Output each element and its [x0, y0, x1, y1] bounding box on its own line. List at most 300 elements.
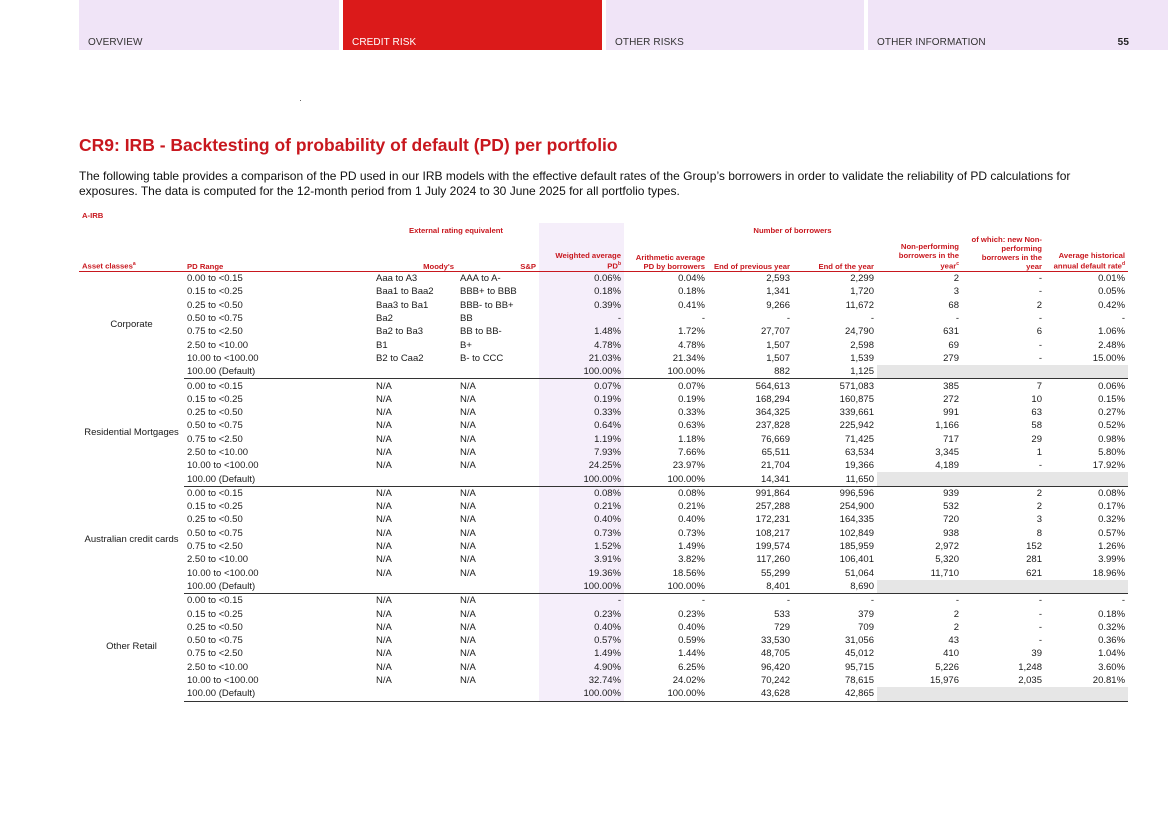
cell-average-default-rate: 1.06%	[1098, 326, 1126, 338]
table-row	[79, 567, 1128, 580]
cell-moodys: N/A	[376, 541, 392, 553]
table-row	[79, 299, 1128, 312]
cell-pd-range: 100.00 (Default)	[184, 472, 373, 486]
table-row	[79, 406, 1128, 419]
cell-sp: N/A	[460, 635, 476, 647]
cell-arithmetic-pd: 100.00%	[624, 687, 708, 701]
cell-pd-range: 0.75 to <2.50	[187, 541, 243, 553]
table-row	[79, 393, 1128, 406]
cell-arithmetic-pd: 18.56%	[672, 567, 705, 579]
cell-sp: N/A	[460, 608, 476, 620]
cell-end-previous-year: 257,288	[755, 501, 790, 513]
cell-non-performing: 717	[943, 433, 959, 445]
cell-pd-range: 0.25 to <0.50	[187, 621, 243, 633]
cell-end-of-year: 19,366	[844, 460, 874, 472]
cell-non-performing: 938	[943, 527, 959, 539]
cell-sp: N/A	[460, 675, 476, 687]
table-row	[79, 486, 1128, 500]
cell-non-performing	[877, 687, 962, 701]
cell-new-non-performing: 8	[1036, 527, 1042, 539]
cell-end-previous-year: 70,242	[760, 675, 790, 687]
table-row	[79, 312, 1128, 325]
table-row	[79, 687, 1128, 701]
cell-arithmetic-pd: 0.41%	[678, 299, 705, 311]
cell-average-default-rate: 0.98%	[1098, 433, 1126, 445]
cell-weighted-pd: 100.00%	[539, 580, 624, 594]
header-moodys: Moody's	[373, 235, 457, 272]
cell-new-non-performing: 6	[1036, 326, 1042, 338]
cell-end-previous-year: 65,511	[761, 447, 790, 458]
cell-non-performing: 991	[943, 407, 959, 419]
nav-tab-label: OVERVIEW	[88, 37, 143, 48]
cell-end-of-year: 78,615	[844, 675, 874, 687]
cell-moodys	[373, 472, 457, 486]
cell-moodys: Baa1 to Baa2	[376, 286, 434, 298]
table-row	[79, 419, 1128, 432]
intro-paragraph: The following table provides a comparison of the PD used in our IRB models with the effective default rates of the Group’s borrowers in order to validate the reliability of PD calculations for exposures. The data is computed for the 12-month period from 1 July 2024 to 30 June 2025 for all portfolio types.	[79, 169, 1071, 198]
header-weighted-average-pd: Weighted average $PD^b$	[539, 235, 624, 272]
cell-average-default-rate: 1.26%	[1098, 541, 1126, 553]
cell-end-previous-year: 1,507	[766, 352, 790, 364]
cell-moodys: N/A	[376, 661, 392, 673]
table-row	[79, 580, 1128, 594]
cell-moodys: N/A	[376, 527, 392, 539]
cell-non-performing: 272	[943, 393, 959, 405]
cell-arithmetic-pd: 4.78%	[678, 339, 705, 351]
cell-moodys: N/A	[376, 447, 392, 458]
cell-pd-range: 100.00 (Default)	[184, 580, 373, 594]
cell-non-performing: 2,972	[935, 541, 959, 553]
cell-sp	[457, 365, 539, 379]
cell-end-previous-year: 168,294	[755, 393, 790, 405]
cell-weighted-pd: -	[539, 594, 624, 608]
cell-non-performing: 1,166	[935, 420, 959, 432]
cell-end-previous-year: 33,530	[760, 635, 790, 647]
cell-end-of-year: 8,690	[793, 580, 877, 594]
cell-arithmetic-pd: 0.07%	[678, 380, 705, 392]
backtesting-table-container	[79, 211, 1128, 702]
cell-arithmetic-pd: 23.97%	[672, 460, 705, 472]
cell-moodys: N/A	[376, 487, 392, 499]
cell-average-default-rate: 17.92%	[1092, 460, 1126, 472]
table-row	[79, 446, 1128, 459]
header-end-of-previous-year: End of previous year	[708, 235, 793, 272]
cell-weighted-pd: 1.19%	[539, 433, 624, 446]
cell-weighted-pd: 1.52%	[539, 540, 624, 553]
cell-average-default-rate	[1045, 365, 1128, 379]
cell-pd-range: 10.00 to <100.00	[187, 567, 259, 579]
table-row	[79, 365, 1128, 379]
nav-tab-label: OTHER RISKS	[615, 37, 684, 48]
cell-pd-range: 0.25 to <0.50	[187, 299, 243, 311]
cell-end-of-year: 2,598	[850, 339, 874, 351]
cell-new-non-performing: -	[1038, 339, 1042, 351]
cell-average-default-rate: 0.27%	[1098, 407, 1126, 419]
cell-weighted-pd: 32.74%	[539, 674, 624, 687]
asset-class-label: Australian credit cards	[84, 533, 179, 545]
cell-weighted-pd: 0.07%	[539, 379, 624, 393]
cell-new-non-performing: -	[1038, 352, 1042, 364]
cell-new-non-performing: 39	[1031, 648, 1042, 660]
cell-end-of-year: 2,299	[850, 273, 874, 285]
table-row	[79, 352, 1128, 365]
nav-tab-label: OTHER INFORMATION	[877, 37, 986, 48]
header-arithmetic-average-pd: Arithmetic average PD by borrowers	[624, 235, 708, 272]
cell-arithmetic-pd: 0.08%	[678, 487, 705, 499]
page-number: 55	[1117, 37, 1129, 48]
cell-pd-range: 0.00 to <0.15	[187, 273, 243, 285]
cell-end-previous-year: 55,299	[760, 567, 790, 579]
cell-moodys: N/A	[376, 420, 392, 432]
cell-new-non-performing: -	[1038, 313, 1042, 325]
cell-new-non-performing: 29	[1031, 433, 1042, 445]
cell-end-of-year: 102,849	[839, 527, 874, 539]
table-row	[79, 500, 1128, 513]
table-row	[79, 621, 1128, 634]
cell-average-default-rate: 0.17%	[1098, 501, 1126, 513]
cell-moodys: N/A	[376, 648, 392, 660]
cell-average-default-rate	[1045, 687, 1128, 701]
cell-non-performing: 410	[943, 648, 959, 660]
cell-weighted-pd: 0.73%	[539, 527, 624, 540]
cell-end-of-year: -	[870, 595, 874, 607]
cell-sp: N/A	[460, 648, 476, 660]
cell-sp: N/A	[460, 501, 476, 513]
cell-new-non-performing: 2	[1036, 501, 1042, 513]
cell-pd-range: 0.15 to <0.25	[187, 608, 243, 620]
cell-new-non-performing	[962, 365, 1045, 379]
cell-new-non-performing: 58	[1031, 420, 1042, 432]
cell-end-of-year: -	[870, 313, 874, 325]
cell-weighted-pd: 0.08%	[539, 486, 624, 500]
cell-moodys: N/A	[376, 621, 392, 633]
table-row	[79, 379, 1128, 393]
nav-tab-credit-risk[interactable]	[343, 0, 602, 50]
cell-new-non-performing: -	[1038, 273, 1042, 285]
cell-pd-range: 10.00 to <100.00	[187, 675, 259, 687]
cell-end-of-year: 1,539	[850, 352, 874, 364]
cell-new-non-performing: -	[1038, 595, 1042, 607]
cell-average-default-rate	[1045, 472, 1128, 486]
cell-moodys: B2 to Caa2	[376, 352, 424, 364]
cell-arithmetic-pd: -	[701, 595, 705, 607]
cell-weighted-pd: 0.40%	[539, 621, 624, 634]
cell-arithmetic-pd: 0.04%	[678, 273, 705, 285]
cell-pd-range: 0.15 to <0.25	[187, 286, 243, 298]
cell-non-performing	[877, 580, 962, 594]
cell-non-performing: 939	[943, 487, 959, 499]
cell-pd-range: 0.50 to <0.75	[187, 635, 243, 647]
cell-sp	[457, 472, 539, 486]
cell-end-of-year: 63,534	[844, 447, 874, 458]
cell-moodys: N/A	[376, 460, 392, 472]
asset-class-label: Other Retail	[106, 641, 157, 653]
cell-end-previous-year: 172,231	[755, 514, 790, 526]
cell-end-of-year: 254,900	[839, 501, 874, 513]
cell-end-of-year: 45,012	[844, 648, 874, 660]
cell-sp: AAA to A-	[460, 273, 501, 285]
cell-new-non-performing: 152	[1026, 541, 1042, 553]
cell-end-previous-year: 9,266	[766, 299, 790, 311]
cell-weighted-pd: 0.19%	[539, 393, 624, 406]
cell-sp: BB	[460, 313, 473, 325]
cell-sp: N/A	[460, 487, 476, 499]
cell-new-non-performing: 2	[1036, 299, 1042, 311]
header-sp: S&P	[457, 235, 539, 272]
cell-moodys: N/A	[376, 635, 392, 647]
cell-end-previous-year: 14,341	[708, 472, 793, 486]
cell-pd-range: 0.75 to <2.50	[187, 326, 243, 338]
cell-arithmetic-pd: 0.33%	[678, 407, 705, 419]
cell-non-performing: 2	[953, 608, 959, 620]
cell-moodys: N/A	[376, 595, 392, 607]
cell-new-non-performing	[962, 687, 1045, 701]
cell-average-default-rate: 3.60%	[1098, 661, 1126, 673]
cell-non-performing: 11,710	[930, 567, 959, 579]
cell-average-default-rate: 0.57%	[1098, 527, 1126, 539]
cell-sp: N/A	[460, 567, 476, 579]
cell-weighted-pd: 24.25%	[539, 459, 624, 472]
table-row	[79, 634, 1128, 647]
cell-average-default-rate: 0.15%	[1098, 393, 1126, 405]
table-row	[79, 513, 1128, 526]
cell-weighted-pd: 7.93%	[539, 446, 624, 459]
cell-non-performing: 385	[943, 380, 959, 392]
table-row	[79, 459, 1128, 472]
cell-average-default-rate: 2.48%	[1098, 339, 1126, 351]
cell-weighted-pd: 100.00%	[539, 687, 624, 701]
table-header	[79, 211, 1128, 272]
cell-weighted-pd: 0.06%	[539, 272, 624, 286]
cell-weighted-pd: -	[539, 312, 624, 325]
cell-non-performing: 15,976	[929, 675, 959, 687]
header-pd-range: PD Range	[184, 235, 373, 272]
cell-moodys	[373, 687, 457, 701]
cell-average-default-rate: 0.36%	[1098, 635, 1126, 647]
cell-pd-range: 100.00 (Default)	[184, 687, 373, 701]
cell-weighted-pd: 0.21%	[539, 500, 624, 513]
cell-average-default-rate: 0.32%	[1098, 514, 1126, 526]
cell-end-of-year: 11,650	[793, 472, 877, 486]
table-row	[79, 553, 1128, 566]
cell-pd-range: 0.15 to <0.25	[187, 501, 243, 513]
page-title: CR9: IRB - Backtesting of probability of default (PD) per portfolio	[79, 135, 618, 155]
cell-arithmetic-pd: 0.59%	[678, 635, 705, 647]
cell-end-previous-year: 43,628	[708, 687, 793, 701]
nav-tab-overview[interactable]	[79, 0, 339, 50]
cell-sp: N/A	[460, 595, 476, 607]
cell-pd-range: 2.50 to <10.00	[187, 339, 249, 351]
cell-average-default-rate: 0.01%	[1098, 273, 1126, 285]
cell-weighted-pd: 0.23%	[539, 607, 624, 620]
cell-moodys: N/A	[376, 393, 392, 405]
cell-new-non-performing: -	[1038, 635, 1042, 647]
cell-end-of-year: 106,401	[839, 554, 874, 566]
cell-sp: BB to BB-	[460, 326, 502, 338]
cell-end-of-year: 709	[858, 621, 874, 633]
cell-end-of-year: 1,720	[850, 286, 874, 298]
cell-new-non-performing: 63	[1031, 407, 1042, 419]
cell-sp: N/A	[460, 514, 476, 526]
cell-average-default-rate: 15.00%	[1092, 352, 1126, 364]
cell-end-previous-year: 533	[774, 608, 790, 620]
cell-pd-range: 100.00 (Default)	[184, 365, 373, 379]
cell-weighted-pd: 3.91%	[539, 553, 624, 566]
table-row	[79, 272, 1128, 286]
table-row	[79, 607, 1128, 620]
cell-sp: N/A	[460, 541, 476, 553]
cell-arithmetic-pd: 1.44%	[678, 648, 705, 660]
cell-non-performing	[877, 472, 962, 486]
cell-sp: N/A	[460, 527, 476, 539]
cell-sp: N/A	[460, 554, 476, 566]
table-row	[79, 594, 1128, 608]
cell-weighted-pd: 0.33%	[539, 406, 624, 419]
cell-weighted-pd: 1.49%	[539, 647, 624, 660]
cell-non-performing: 720	[943, 514, 959, 526]
table-row	[79, 285, 1128, 298]
cell-average-default-rate: 0.06%	[1098, 380, 1126, 392]
cell-pd-range: 2.50 to <10.00	[187, 661, 249, 673]
cell-pd-range: 0.75 to <2.50	[187, 433, 243, 445]
cell-average-default-rate: 0.18%	[1098, 608, 1126, 620]
cell-moodys: N/A	[376, 608, 392, 620]
cell-end-previous-year: 2,593	[766, 273, 790, 285]
cell-new-non-performing	[962, 472, 1045, 486]
nav-tab-label: CREDIT RISK	[352, 37, 417, 48]
cell-weighted-pd: 0.18%	[539, 285, 624, 298]
cell-arithmetic-pd: 3.82%	[678, 554, 705, 566]
cell-non-performing: 2	[953, 621, 959, 633]
cell-arithmetic-pd: 0.40%	[678, 514, 705, 526]
cell-moodys: Ba2 to Ba3	[376, 326, 424, 338]
cell-moodys: N/A	[376, 554, 392, 566]
cell-weighted-pd: 4.78%	[539, 338, 624, 351]
table-row	[79, 647, 1128, 660]
backtesting-table	[79, 211, 1128, 702]
cell-new-non-performing: 281	[1026, 554, 1042, 566]
table-row	[79, 338, 1128, 351]
cell-arithmetic-pd: 0.23%	[678, 608, 705, 620]
cell-moodys	[373, 580, 457, 594]
cell-end-of-year: 185,959	[839, 541, 874, 553]
cell-sp: BBB- to BB+	[460, 299, 514, 311]
cell-average-default-rate: 18.96%	[1092, 567, 1126, 579]
cell-arithmetic-pd: 1.49%	[678, 541, 705, 553]
cell-new-non-performing: 10	[1031, 393, 1042, 405]
cell-sp: N/A	[460, 661, 476, 673]
cell-non-performing: 631	[943, 326, 959, 338]
cell-non-performing: 5,320	[935, 554, 959, 566]
header-non-performing: Non-performing borrowers in the year$^c$	[877, 235, 962, 272]
cell-new-non-performing: 2	[1036, 487, 1042, 499]
cell-arithmetic-pd: 0.63%	[678, 420, 705, 432]
cell-end-previous-year: 27,707	[760, 326, 790, 338]
cell-non-performing: 69	[948, 339, 959, 351]
cell-sp: N/A	[460, 407, 476, 419]
cell-arithmetic-pd: 1.18%	[678, 433, 705, 445]
cell-end-previous-year: 882	[708, 365, 793, 379]
cell-end-of-year: 379	[858, 608, 874, 620]
cell-pd-range: 0.25 to <0.50	[187, 514, 243, 526]
cell-new-non-performing: -	[1038, 286, 1042, 298]
stray-dot	[300, 100, 301, 101]
cell-new-non-performing: 1,248	[1018, 661, 1042, 673]
cell-sp: N/A	[460, 380, 476, 392]
cell-end-previous-year: 108,217	[755, 527, 790, 539]
cell-moodys: N/A	[376, 433, 392, 445]
cell-non-performing	[877, 365, 962, 379]
cell-end-of-year: 71,425	[844, 433, 874, 445]
cell-weighted-pd: 4.90%	[539, 661, 624, 674]
cell-end-of-year: 339,661	[839, 407, 874, 419]
cell-average-default-rate: 5.80%	[1098, 447, 1126, 458]
cell-non-performing: 68	[948, 299, 959, 311]
cell-sp: N/A	[460, 447, 476, 458]
cell-weighted-pd: 0.40%	[539, 513, 624, 526]
cell-arithmetic-pd: -	[701, 313, 705, 325]
cell-non-performing: 3,345	[935, 447, 959, 458]
cell-end-previous-year: -	[786, 595, 790, 607]
cell-arithmetic-pd: 0.19%	[678, 393, 705, 405]
cell-pd-range: 0.50 to <0.75	[187, 313, 243, 325]
cell-pd-range: 0.00 to <0.15	[187, 595, 243, 607]
cell-sp: BBB+ to BBB	[460, 286, 517, 298]
cell-arithmetic-pd: 0.73%	[678, 527, 705, 539]
table-row	[79, 527, 1128, 540]
cell-end-of-year: 24,790	[844, 326, 874, 338]
cell-weighted-pd: 21.03%	[539, 352, 624, 365]
cell-average-default-rate: -	[1121, 595, 1126, 607]
cell-weighted-pd: 0.57%	[539, 634, 624, 647]
cell-arithmetic-pd: 100.00%	[624, 472, 708, 486]
cell-pd-range: 0.50 to <0.75	[187, 527, 243, 539]
cell-non-performing: 3	[953, 286, 959, 298]
cell-end-of-year: 160,875	[839, 393, 874, 405]
cell-new-non-performing	[962, 580, 1045, 594]
cell-pd-range: 2.50 to <10.00	[187, 447, 249, 458]
cell-end-previous-year: 96,420	[760, 661, 790, 673]
cell-weighted-pd: 100.00%	[539, 365, 624, 379]
asset-class-label: Corporate	[110, 319, 153, 331]
cell-arithmetic-pd: 7.66%	[678, 447, 705, 458]
cell-end-previous-year: 564,613	[755, 380, 790, 392]
cell-average-default-rate: 20.81%	[1092, 675, 1126, 687]
cell-moodys: N/A	[376, 567, 392, 579]
cell-arithmetic-pd: 0.21%	[678, 501, 705, 513]
cell-arithmetic-pd: 0.18%	[678, 286, 705, 298]
cell-end-previous-year: 76,669	[760, 433, 790, 445]
header-number-of-borrowers: Number of borrowers	[753, 226, 832, 235]
cell-sp	[457, 687, 539, 701]
cell-average-default-rate	[1045, 580, 1128, 594]
cell-end-of-year: 11,672	[845, 299, 874, 311]
cell-end-of-year: 571,083	[839, 380, 874, 392]
cell-moodys: Aaa to A3	[376, 273, 418, 285]
cell-pd-range: 0.15 to <0.25	[187, 393, 243, 405]
nav-tab-other-information[interactable]	[868, 0, 1168, 50]
cell-moodys: Ba2	[376, 313, 393, 325]
header-external-rating: External rating equivalent	[409, 226, 503, 235]
cell-end-previous-year: 48,705	[760, 648, 790, 660]
table-row	[79, 661, 1128, 674]
cell-non-performing: 532	[943, 501, 959, 513]
cell-pd-range: 0.00 to <0.15	[187, 487, 243, 499]
cell-end-previous-year: 991,864	[755, 487, 790, 499]
nav-tab-other-risks[interactable]	[606, 0, 864, 50]
cell-arithmetic-pd: 6.25%	[678, 661, 705, 673]
cell-sp: N/A	[460, 621, 476, 633]
